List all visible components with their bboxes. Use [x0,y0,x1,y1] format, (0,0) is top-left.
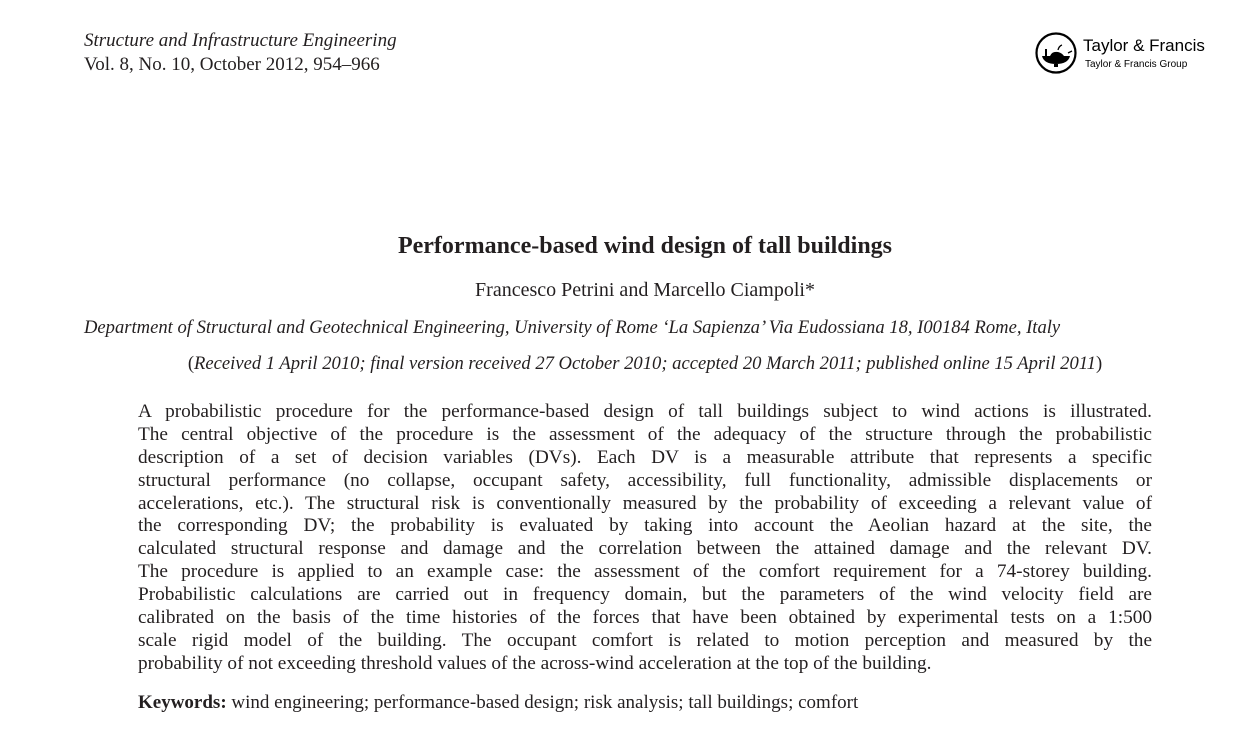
keywords-list: wind engineering; performance-based design; risk analysis; tall buildings; comfort [231,692,859,713]
abstract-line: A probabilistic procedure for the performance-based design of tall buildings subject to wind actions is illustrated. [138,401,1152,422]
abstract-line: Probabilistic calculations are carried out in frequency domain, but the parameters of the wind velocity field are [138,584,1152,606]
abstract [138,401,1152,676]
abstract-line: accelerations, etc.). The structural risk is conventionally measured by the probability of exceeding a relevant value of [138,492,1152,514]
keywords [138,691,858,715]
abstract-line: structural performance (no collapse, occupant safety, accessibility, full functionality, admissible displacements or [138,469,1152,491]
article-title: Performance-based wind design of tall buildings [397,233,893,259]
author-affiliation: Department of Structural and Geotechnical Engineering, University of Rome ‘La Sapienza’ Via Eudossiana 18, I00184 Rome, Italy [84,317,1061,338]
abstract-line: calibrated on the basis of the time histories of the forces that have been obtained by experimental tests on a 1:500 [138,607,1152,629]
volume-info: Vol. 8, No. 10, October 2012, 954–966 [84,54,380,75]
abstract-line: the corresponding DV; the probability is evaluated by taking into account the Aeolian hazard at the site, the [138,515,1152,537]
abstract-line: The central objective of the procedure is the assessment of the adequacy of the structure through the probabilistic [138,423,1152,445]
abstract-line: probability of not exceeding threshold values of the across-wind acceleration at the top of the building. [138,652,932,674]
lamp-icon [1034,31,1078,75]
history-text: Received 1 April 2010; final version received 27 October 2010; accepted 20 March 2011; published online 15 April 2011 [194,353,1096,374]
publisher-name: Taylor & Francis [1083,36,1205,55]
history-close-paren: ) [1095,353,1103,374]
abstract-line: description of a set of decision variables (DVs). Each DV is a measurable attribute that represents a specific [138,446,1152,468]
keywords-label: Keywords: [138,692,227,713]
abstract-line: calculated structural response and damage and the correlation between the attained damage and the relevant DV. [138,538,1152,560]
article-authors: Francesco Petrini and Marcello Ciampoli* [475,279,815,301]
publisher-logo [1034,31,1214,77]
abstract-line: scale rigid model of the building. The occupant comfort is related to motion perception and measured by the [138,629,1152,651]
publication-history [0,352,1235,376]
history-open-paren: ( [187,353,195,374]
journal-name: Structure and Infrastructure Engineering [84,30,397,51]
abstract-line: The procedure is applied to an example case: the assessment of the comfort requirement for a 74-storey building. [138,561,1152,583]
publisher-group: Taylor & Francis Group [1085,59,1188,70]
